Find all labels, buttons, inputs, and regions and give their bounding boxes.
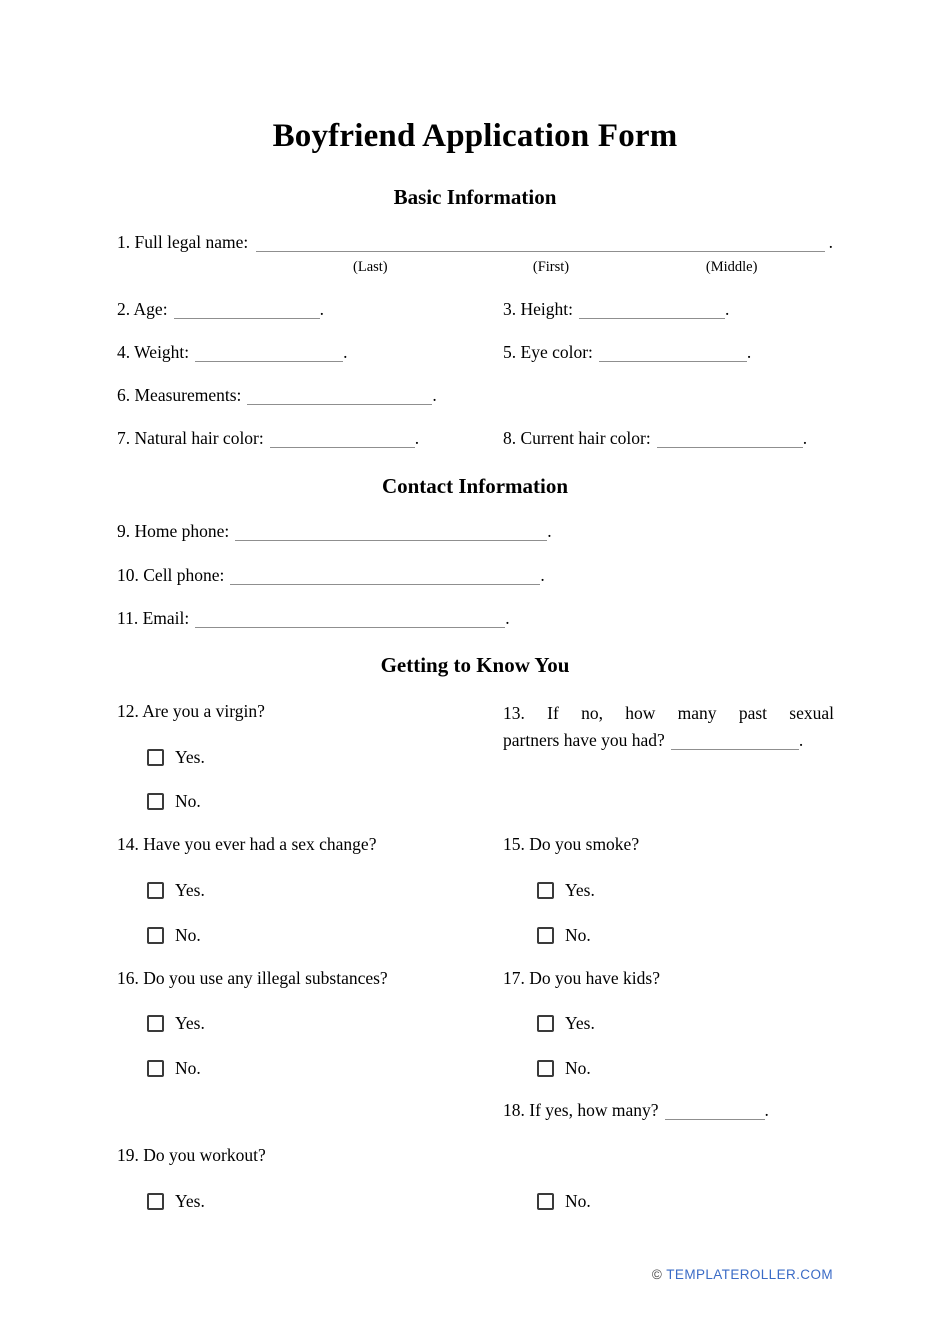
virgin-yes-option[interactable] (147, 746, 205, 769)
option-label: No. (565, 1058, 591, 1078)
field-eye-color (503, 341, 833, 364)
field-how-many-kids (503, 1099, 833, 1122)
checkbox-icon[interactable] (147, 1060, 164, 1077)
question-label: 2. Age: (117, 299, 168, 319)
kids-yes-option[interactable] (537, 1012, 595, 1035)
period: . (432, 385, 437, 405)
virgin-no-option[interactable] (147, 790, 201, 813)
question-label: 7. Natural hair color: (117, 428, 264, 448)
current-hair-color-blank[interactable] (657, 447, 803, 448)
field-height (503, 298, 833, 321)
copyright-symbol: © (651, 1267, 663, 1282)
workout-yes-option[interactable] (147, 1190, 205, 1213)
option-label: Yes. (175, 747, 205, 767)
substances-no-option[interactable] (147, 1057, 201, 1080)
question-sex-change: 14. Have you ever had a sex change? (117, 834, 377, 854)
option-label: No. (565, 1191, 591, 1211)
past-partners-blank[interactable] (671, 749, 799, 750)
smoke-yes-option[interactable] (537, 879, 595, 902)
question-label: 11. Email: (117, 608, 190, 628)
section-heading-getting-to-know-you: Getting to Know You (380, 653, 570, 677)
field-current-hair-color (503, 427, 833, 450)
period: . (725, 299, 730, 319)
checkbox-icon[interactable] (147, 793, 164, 810)
option-label: No. (175, 925, 201, 945)
period: . (828, 232, 833, 252)
question-label: 1. Full legal name: (117, 232, 249, 252)
age-blank[interactable] (174, 318, 320, 319)
period: . (414, 428, 420, 448)
email-blank[interactable] (195, 627, 505, 628)
name-part-sublabels (280, 257, 822, 277)
option-label: Yes. (175, 880, 205, 900)
period: . (547, 521, 552, 541)
natural-hair-color-blank[interactable] (270, 447, 415, 448)
sublabel-last: (Last) (353, 259, 388, 275)
period: . (798, 730, 804, 750)
question-label: 6. Measurements: (117, 385, 242, 405)
field-weight (117, 341, 503, 364)
workout-no-option[interactable] (537, 1190, 591, 1213)
option-label: No. (175, 1058, 201, 1078)
smoke-no-option[interactable] (537, 924, 591, 947)
period: . (343, 342, 348, 362)
checkbox-icon[interactable] (537, 1193, 554, 1210)
question-past-sexual-partners (503, 700, 834, 754)
period: . (540, 565, 545, 585)
checkbox-icon[interactable] (147, 1193, 164, 1210)
question-label: 18. If yes, how many? (503, 1100, 659, 1120)
question-do-you-smoke: 15. Do you smoke? (503, 834, 640, 854)
checkbox-icon[interactable] (537, 1060, 554, 1077)
period: . (319, 299, 324, 319)
option-label: Yes. (565, 880, 595, 900)
field-natural-hair-color (117, 427, 503, 450)
option-label: No. (565, 925, 591, 945)
page-title: Boyfriend Application Form (272, 118, 678, 154)
templateroller-link[interactable]: TEMPLATEROLLER.COM (666, 1267, 833, 1282)
field-full-legal-name (117, 231, 833, 254)
question-line-2: partners have you had? (503, 730, 665, 750)
question-label: 10. Cell phone: (117, 565, 225, 585)
question-are-you-a-virgin: 12. Are you a virgin? (117, 701, 265, 721)
period: . (505, 608, 510, 628)
field-age (117, 298, 503, 321)
option-label: Yes. (565, 1013, 595, 1033)
field-measurements (117, 384, 617, 407)
sex-change-yes-option[interactable] (147, 879, 205, 902)
checkbox-icon[interactable] (147, 1015, 164, 1032)
footer (117, 1266, 833, 1283)
question-illegal-substances: 16. Do you use any illegal substances? (117, 968, 388, 988)
section-heading-basic-information: Basic Information (393, 185, 557, 209)
field-home-phone (117, 520, 717, 543)
height-blank[interactable] (579, 318, 725, 319)
question-label: 9. Home phone: (117, 521, 230, 541)
kids-no-option[interactable] (537, 1057, 591, 1080)
cell-phone-blank[interactable] (230, 584, 540, 585)
sublabel-first: (First) (532, 259, 570, 275)
sublabel-middle: (Middle) (705, 259, 758, 275)
measurements-blank[interactable] (247, 404, 432, 405)
question-do-you-have-kids: 17. Do you have kids? (503, 968, 660, 988)
field-cell-phone (117, 564, 717, 587)
field-email (117, 607, 717, 630)
checkbox-icon[interactable] (537, 927, 554, 944)
substances-yes-option[interactable] (147, 1012, 205, 1035)
period: . (802, 428, 808, 448)
how-many-kids-blank[interactable] (665, 1119, 765, 1120)
question-label: 3. Height: (503, 299, 573, 319)
checkbox-icon[interactable] (147, 882, 164, 899)
checkbox-icon[interactable] (147, 749, 164, 766)
period: . (746, 342, 752, 362)
option-label: Yes. (175, 1013, 205, 1033)
section-heading-contact-information: Contact Information (381, 474, 569, 498)
question-do-you-workout: 19. Do you workout? (117, 1145, 266, 1165)
full-legal-name-blank[interactable] (256, 251, 824, 252)
period: . (764, 1100, 769, 1120)
eye-color-blank[interactable] (599, 361, 747, 362)
checkbox-icon[interactable] (537, 882, 554, 899)
question-label: 8. Current hair color: (503, 428, 651, 448)
weight-blank[interactable] (195, 361, 343, 362)
option-label: Yes. (175, 1191, 205, 1211)
option-label: No. (175, 791, 201, 811)
question-label: 4. Weight: (117, 342, 190, 362)
question-label: 5. Eye color: (503, 342, 593, 362)
question-line-1: 13. If no, how many past sexual (503, 703, 834, 723)
home-phone-blank[interactable] (235, 540, 547, 541)
sex-change-no-option[interactable] (147, 924, 201, 947)
checkbox-icon[interactable] (537, 1015, 554, 1032)
checkbox-icon[interactable] (147, 927, 164, 944)
